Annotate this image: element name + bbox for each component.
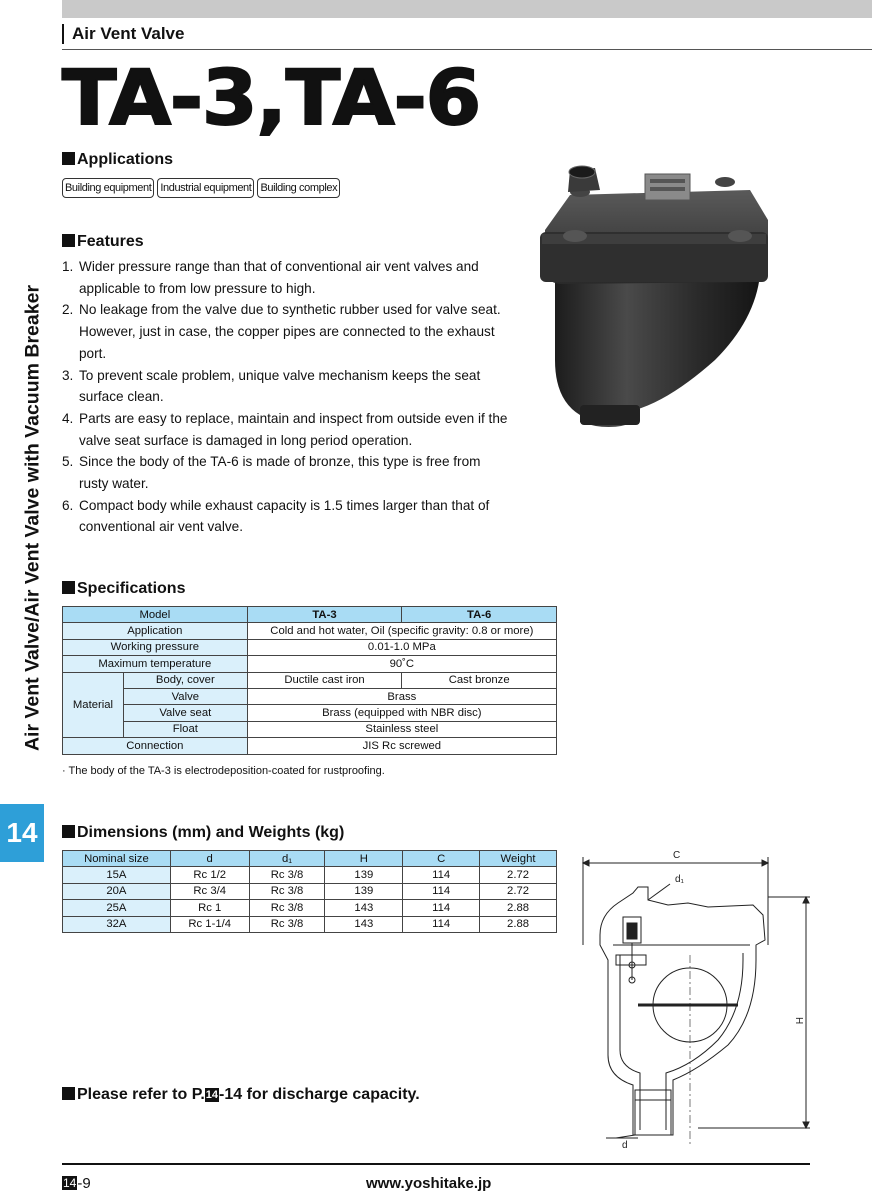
- feature-number: 4.: [62, 410, 74, 426]
- spec-material-label: Material: [63, 672, 124, 738]
- chapter-tab: 14: [0, 804, 44, 862]
- specifications-heading: [62, 579, 185, 599]
- square-bullet-icon: [62, 1087, 75, 1100]
- spec-note: · The body of the TA-3 is electrodeposition-coated for rustproofing.: [62, 765, 385, 777]
- dimensions-table: [62, 850, 557, 933]
- dim-cell: 114: [403, 900, 480, 916]
- category-title: Air Vent Valve: [62, 24, 184, 44]
- spec-connection-value: JIS Rc screwed: [247, 738, 556, 754]
- feature-number: 2.: [62, 302, 74, 318]
- dim-cell: 32A: [63, 916, 171, 932]
- table-row: [63, 916, 557, 932]
- spec-valve-label: Valve: [123, 688, 247, 704]
- product-photo: [540, 160, 775, 432]
- product-title: TA-3,TA-6: [62, 53, 481, 142]
- features-heading-text: Features: [77, 233, 144, 250]
- feature-item: [62, 451, 512, 494]
- label-h: H: [793, 1017, 804, 1025]
- square-bullet-icon: [62, 825, 75, 838]
- refer-prefix: Please refer to P.: [77, 1086, 205, 1103]
- table-row: [63, 867, 557, 883]
- table-row: [63, 883, 557, 899]
- dimensions-heading: [62, 823, 344, 843]
- spec-max-temp-label: Maximum temperature: [63, 656, 248, 672]
- spec-model-ta3: TA-3: [247, 607, 402, 623]
- dim-cell: 15A: [63, 867, 171, 883]
- spec-model-label: Model: [63, 607, 248, 623]
- dim-cell: Rc 3/8: [249, 867, 325, 883]
- application-tags: [62, 178, 340, 198]
- dim-cell: 143: [325, 916, 403, 932]
- features-heading: [62, 232, 144, 252]
- feature-item: [62, 256, 512, 299]
- feature-text: No leakage from the valve due to synthetic rubber used for valve seat. However, just in case, the copper pipes are connected to the exhaust port.: [79, 302, 501, 361]
- page-number: [62, 1175, 91, 1192]
- feature-number: 5.: [62, 454, 74, 470]
- spec-connection-label: Connection: [63, 738, 248, 754]
- feature-item: [62, 299, 512, 364]
- dim-cell: Rc 3/8: [249, 916, 325, 932]
- label-d1: d₁: [675, 874, 684, 885]
- side-section-label: [22, 238, 44, 798]
- dimension-drawing: [578, 845, 818, 1155]
- spec-body-ta6: Cast bronze: [402, 672, 557, 688]
- dim-col-header: H: [325, 851, 403, 867]
- label-d: d: [622, 1140, 628, 1151]
- refer-suffix: -14 for discharge capacity.: [219, 1086, 420, 1103]
- dim-cell: 139: [325, 883, 403, 899]
- dim-cell: Rc 3/4: [170, 883, 249, 899]
- feature-item: [62, 495, 512, 538]
- spec-float-value: Stainless steel: [247, 721, 556, 737]
- feature-text: To prevent scale problem, unique valve mechanism keeps the seat surface clean.: [79, 367, 481, 405]
- application-tag: Building complex: [257, 178, 340, 198]
- dim-cell: 2.88: [480, 916, 557, 932]
- dim-cell: Rc 1: [170, 900, 249, 916]
- square-bullet-icon: [62, 152, 75, 165]
- feature-item: [62, 365, 512, 408]
- dim-col-header: d₁: [249, 851, 325, 867]
- footer-rule: [62, 1163, 810, 1165]
- spec-application-label: Application: [63, 623, 248, 639]
- features-list: [62, 256, 512, 538]
- feature-number: 1.: [62, 259, 74, 274]
- square-bullet-icon: [62, 581, 75, 594]
- application-tag: Industrial equipment: [157, 178, 254, 198]
- side-section-text: Air Vent Valve/Air Vent Valve with Vacuum Breaker: [21, 284, 44, 752]
- dim-cell: 2.88: [480, 900, 557, 916]
- dim-cell: 20A: [63, 883, 171, 899]
- feature-text: Parts are easy to replace, maintain and inspect from outside even if the valve seat surface is damaged in long period operation.: [79, 410, 508, 448]
- dim-cell: 25A: [63, 900, 171, 916]
- dim-cell: 114: [403, 916, 480, 932]
- applications-heading: [62, 150, 173, 170]
- dim-cell: Rc 1/2: [170, 867, 249, 883]
- dim-cell: 114: [403, 883, 480, 899]
- spec-body-ta3: Ductile cast iron: [247, 672, 402, 688]
- website-url: www.yoshitake.jp: [366, 1175, 492, 1192]
- dim-cell: 114: [403, 867, 480, 883]
- dim-cell: 139: [325, 867, 403, 883]
- label-c: C: [673, 850, 681, 861]
- dim-col-header: Nominal size: [63, 851, 171, 867]
- dim-col-header: d: [170, 851, 249, 867]
- feature-item: [62, 408, 512, 451]
- feature-number: 6.: [62, 497, 74, 513]
- spec-working-pressure-label: Working pressure: [63, 639, 248, 655]
- dim-cell: 2.72: [480, 867, 557, 883]
- spec-seat-label: Valve seat: [123, 705, 247, 721]
- feature-text: Since the body of the TA-6 is made of bronze, this type is free from rusty water.: [79, 454, 481, 492]
- dim-cell: Rc 3/8: [249, 883, 325, 899]
- dimensions-heading-text: Dimensions (mm) and Weights (kg): [77, 824, 345, 841]
- spec-model-ta6: TA-6: [402, 607, 557, 623]
- specifications-heading-text: Specifications: [77, 580, 186, 597]
- page-number-box: 14: [63, 1176, 77, 1190]
- spec-seat-value: Brass (equipped with NBR disc): [247, 705, 556, 721]
- feature-number: 3.: [62, 367, 74, 383]
- application-tag: Building equipment: [62, 178, 154, 198]
- dim-cell: 2.72: [480, 883, 557, 899]
- square-bullet-icon: [62, 234, 75, 247]
- dim-cell: 143: [325, 900, 403, 916]
- spec-valve-value: Brass: [247, 688, 556, 704]
- refer-note: [62, 1086, 420, 1104]
- dim-col-header: C: [403, 851, 480, 867]
- specifications-table: [62, 606, 557, 755]
- feature-text: Wider pressure range than that of conventional air vent valves and applicable to from low pressure to high.: [79, 259, 479, 296]
- feature-text: Compact body while exhaust capacity is 1.5 times larger than that of conventional air vent valve.: [79, 497, 490, 535]
- spec-application-value: Cold and hot water, Oil (specific gravity: 0.8 or more): [247, 623, 556, 639]
- dim-col-header: Weight: [480, 851, 557, 867]
- page-number-suffix: -9: [77, 1175, 91, 1192]
- spec-float-label: Float: [123, 721, 247, 737]
- dim-cell: Rc 3/8: [249, 900, 325, 916]
- top-gray-bar: [62, 0, 872, 18]
- applications-heading-text: Applications: [77, 151, 174, 168]
- refer-page-box: 14: [205, 1089, 219, 1101]
- spec-body-label: Body, cover: [123, 672, 247, 688]
- dim-cell: Rc 1-1/4: [170, 916, 249, 932]
- table-row: [63, 900, 557, 916]
- spec-max-temp-value: 90˚C: [247, 656, 556, 672]
- spec-working-pressure-value: 0.01-1.0 MPa: [247, 639, 556, 655]
